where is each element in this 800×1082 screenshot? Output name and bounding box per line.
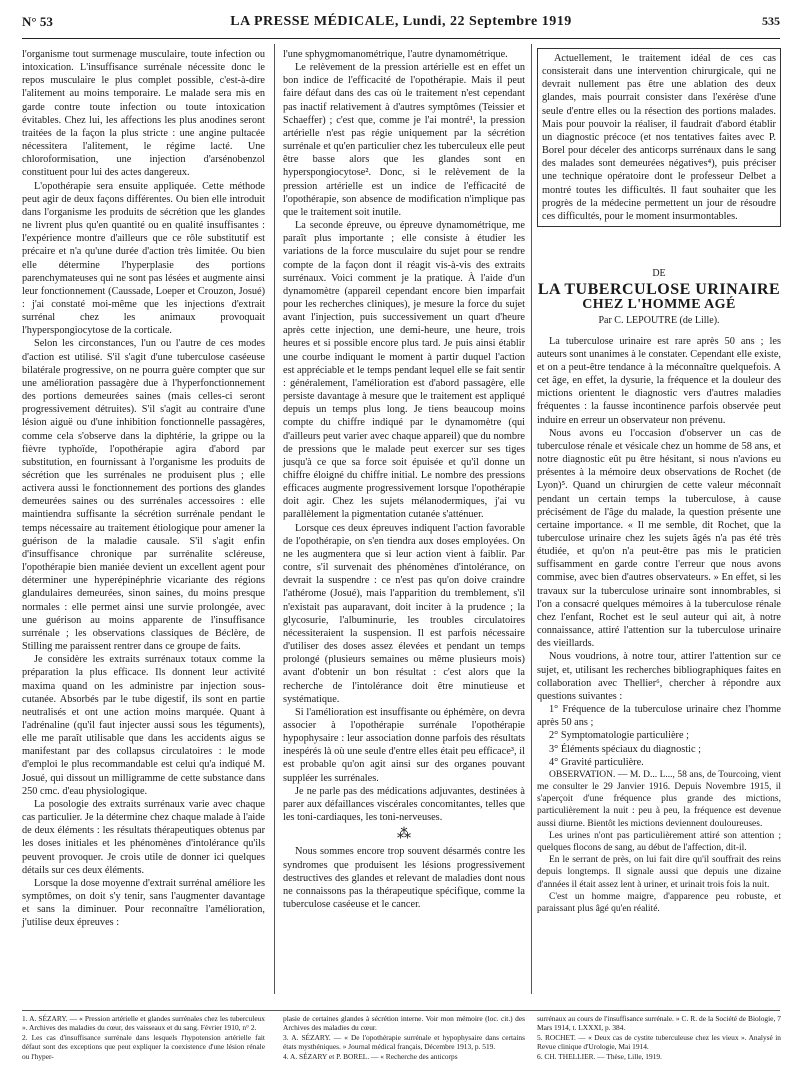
- paragraph: Je considère les extraits surrénaux totaux comme la préparation la plus efficace. Ils donnent leur activité maxima quand on les administre par injection sous-cutanée. Absorbés par le tube digestif, ils sont en partie neutralisés et ont une action moins marquée. Quant à l'adrénaline (qu'il faut injecter aussi sous les téguments), elle me paraît utilisable que dans les accidents aigus se manifestant par des collapsus circulatoires : le mode d'emploi le plus recommandable est celui qu'a indiqué M. Josué, qui dissout un milligramme de cette substance dans 250 cmc. d'eau physiologique.: [22, 654, 265, 797]
- footnote: 3. A. SÉZARY. — « De l'opothérapie surrénale et hypophysaire dans certains états mysthéniques. » Journal médical français, Décembre 1913, p. 519.: [283, 1032, 525, 1052]
- footnotes-column-2: [283, 1014, 525, 1061]
- paragraph: La posologie des extraits surrénaux varie avec chaque cas particulier. Je la détermine chez chaque malade à l'aide de deux éléments : les résultats thérapeutiques obtenus par les doses initiales et les phénomènes d'intolérance qu'ils peuvent provoquer. Je crois utile de donner ici quelques détails sur ces deux éléments.: [22, 798, 265, 876]
- paragraph: Nous avons eu l'occasion d'observer un cas de tuberculose rénale et vésicale chez un homme de 58 ans, et notre diagnostic eût pu être hésitant, si nous n'avions eu présentes à la mémoire deux observations de Rochet (de Lyon)⁵. Quand un chirurgien de cette valeur méconnaît pendant un certain temps la tuberculose, à cause précisément de l'âge du malade, la question présente une certaine importance. « Il me semble, dit Rochet, que la tuberculose urinaire chez les sujets âgés n'a pas été très étudiée, et qu'on n'a peut-être pas mis le praticien suffisamment en garde contre l'erreur que nous avons commise, avec bien d'autres observateurs. » En effet, si les travaux sur la tuberculose urinaire sont innombrables, si l'on a consacré quelques mémoires à la tuberculose rénale chez l'enfant, Rochet est le seul auteur qui ait, à notre connaissance, attiré l'attention sur la tuberculose urinaire des vieillards.: [537, 427, 781, 650]
- column-1: [22, 48, 265, 929]
- article-subtitle: CHEZ L'HOMME AGÉ: [582, 297, 736, 313]
- paragraph: l'organisme tout surmenage musculaire, toute infection ou intoxication. L'insuffisance surrénale nécessite donc le repos musculaire le plus complet possible, c'est-à-dire l'alitement au moins temporaire. Le malade sera mis en garde contre toute infection ou toute intoxication évitables. Chez lui, les affections les plus anodines seront traitées de la façon la plus stricte : une angine pultacée nécessitera l'alitement, le régime lacté. Une chloroformisation, une injection d'arsénobenzol constituent pour lui des actes dangereux.: [22, 49, 265, 179]
- paragraph: Lorsque la dose moyenne d'extrait surrénal améliore les symptômes, on doit s'y tenir, sans l'augmenter davantage et sans la diminuer. Pour reconnaître l'amélioration, j'utilise deux épreuves :: [22, 877, 265, 929]
- paragraph: La seconde épreuve, ou épreuve dynamométrique, me paraît plus importante ; elle consiste à étudier les variations de la force musculaire du sujet pour se rendre compte de la façon dont il réagit vis-à-vis des extraits surrénaux. Voici comment je la pratique. À l'aide d'un dynamomètre (appareil cependant encore bien imparfait pour les recherches cliniques), je mesure la force du sujet avant l'injection, puis successivement un quart d'heure après cette injection, une demi-heure, une heure, trois heures et si possible encore plus tard. Je puis ainsi établir une courbe indiquant le moment à partir duquel l'action est appréciable et le temps pendant lequel elle se fait sentir : généralement, l'amélioration est d'abord passagère, elle persiste davantage à mesure que le traitement est appliqué depuis un temps plus long. Je tiens beaucoup moins compte du chiffre indiqué par le dynamomètre (qui d'ailleurs peut varier avec chaque appareil) que du nombre de pressions que le malade peut exercer sur ses tiges jusqu'à ce que sa force soit épuisée et qu'il donne un chiffre éloigné du chiffre initial. Le nombre des pressions efficaces augmente progressivement lorsque l'opothérapie doit agir. Chez les sujets mélanodermiques, j'ai vu parallèlement la pigmentation cutanée s'atténuer.: [283, 220, 525, 521]
- paragraph: OBSERVATION. — M. D... L..., 58 ans, de Tourcoing, vient me consulter le 29 Janvier 1916. Depuis Novembre 1915, il s'aperçoit d'une fréquence plus grande des mictions, particulièrement la nuit : peu à peu, la fréquence est devenue aussi diurne. Bientôt les mictions deviennent douloureuses.: [537, 769, 781, 829]
- list-item: 1° Fréquence de la tuberculose urinaire chez l'homme après 50 ans ;: [537, 704, 781, 729]
- list-item: 2° Symptomatologie particulière ;: [549, 730, 689, 742]
- paragraph: L'opothérapie sera ensuite appliquée. Cette méthode peut agir de deux façons différentes. Ou bien elle introduit dans l'organisme les produits de sécrétion que les glandes ne livrent plus qu'en quantité ou en qualité insuffisantes : l'expérience montre d'ailleurs que ce rôle substitutif est précaire et n'a qu'une durée d'action très limitée. Ou bien elle détermine l'hyperplasie des portions parenchymateuses qui ne sont pas lésées et augmente ainsi leur fonctionnement (Caussade, Loeper et Crouzon, Josué) : j'ai constaté moi-même que les injections d'extrait surrénal chez les animaux provoquait l'hyperspongiocytose de la corticale.: [22, 180, 265, 337]
- article-prefix: DE: [652, 268, 666, 280]
- paragraph: Nous voudrions, à notre tour, attirer l'attention sur ce sujet, et, utilisant les recherches bibliographiques faites en collaboration avec Thellier⁶, chercher à répondre aux questions suivantes :: [537, 651, 781, 702]
- footnote: 4. A. SÉZARY et P. BOREL. — « Recherche des anticorps: [283, 1051, 458, 1061]
- paragraph: C'est un homme maigre, d'apparence peu robuste, et paraissant plus âgé qu'en réalité.: [537, 891, 781, 915]
- page-header: [22, 14, 780, 44]
- question-list: [537, 703, 781, 769]
- column-divider: [531, 44, 532, 994]
- article-byline: Par C. LEPOUTRE (de Lille).: [598, 314, 720, 326]
- page-number: 535: [762, 14, 780, 28]
- footnote: 2. Les cas d'insuffisance surrénale dans lesquels l'hypotension artérielle fait défaut sont des exceptions que peut expliquer la coexistence d'une lésion rénale ou l'hyper-: [22, 1032, 265, 1061]
- paragraph: l'une sphygmomanométrique, l'autre dynamométrique.: [283, 49, 508, 60]
- footnote: plasie de certaines glandes à sécrétion interne. Voir mon mémoire (loc. cit.) des Archives des maladies du cœur.: [283, 1014, 525, 1033]
- article-title: LA TUBERCULOSE URINAIRE: [537, 281, 781, 299]
- column-3: [537, 48, 781, 915]
- paragraph: En le serrant de près, on lui fait dire qu'il souffrait des reins depuis longtemps. Il signale aussi que depuis une dizaine d'années il était assez lent à uriner, et urinait trois fois la nuit.: [537, 855, 781, 890]
- paragraph: Si l'amélioration est insuffisante ou éphémère, on devra associer à l'opothérapie surrénale l'opothérapie hypophysaire : leur association donne parfois des résultats inespérés là où une seule d'entre elles était peu efficace³, il est probable qu'on agit ainsi sur des organes pouvant suppléer les surrénales.: [283, 706, 525, 784]
- footnote: 1. A. SÉZARY. — « Pression artérielle et glandes surrénales chez les tuberculeux ». Archives des maladies du cœur, des vaisseaux et du sang. Février 1910, n° 2.: [22, 1014, 265, 1033]
- list-item: 3° Éléments spéciaux du diagnostic ;: [549, 743, 701, 755]
- section-separator: ⁂: [397, 827, 411, 843]
- header-rule: [22, 38, 780, 39]
- footnote: 6. CH. THELLIER. — Thèse, Lille, 1919.: [537, 1051, 662, 1061]
- footnotes-column-1: [22, 1014, 265, 1061]
- paragraph: Selon les circonstances, l'un ou l'autre de ces modes d'action est utilisé. S'il s'agit d'une tuberculose caséeuse bilatérale progressive, on ne pourra guère compter que sur une amélioration passagère due à l'hyperfonctionnement des portions demeurées saines (mais celles-ci seront progressivement détruites). S'il s'agit au contraire d'une lésion aiguë ou d'une inhibition fonctionnelle passagères, comme cela s'observe dans la diphtérie, la grippe ou la fièvre typhoïde, l'opothérapie agira d'abord par substitution, en fournissant à l'organisme les produits de sécrétion que les surrénales ne produisent plus ; elle activera aussi le fonctionnement des portions des glandes demeurées saines ou des surrénales accessoires : elle maintiendra suffisante la sécrétion surrénale pendant le temps nécessaire au traitement étiologique pour amener la guérison de la maladie causale. S'il s'agit enfin d'insuffisance chronique par surrénalite scléreuse, l'opothérapie bien maniée devient un excellent agent pour déterminer une hyperépinéphrie vicariante des régions glandulaires demeurées, sinon saines, du moins presque normales : elle permet ainsi une survie prolongée, avec une guérison au moins apparente de l'insuffisance surrénale ; les observations classiques de Béclère, de Stilling me paraissent rentrer dans ce groupe de faits.: [22, 338, 265, 653]
- paragraph: La tuberculose urinaire est rare après 50 ans ; les auteurs sont unanimes à le constater. Cependant elle existe, et on a peut-être tendance à la méconnaître quelquefois. A cet âge, en effet, la dysurie, la fréquence et la douleur des mictions orientent le diagnostic vers d'autres maladies fréquentes : la fausse incontinence parfois observée peut induire en erreur un observateur non prévenu.: [537, 335, 781, 426]
- footnote: 5. ROCHET. — « Deux cas de cystite tuberculeuse chez les vieux ». Analysé in Revue clinique d'Urologie, Mai 1914.: [537, 1032, 781, 1052]
- column-divider: [274, 44, 275, 994]
- journal-title: LA PRESSE MÉDICALE, Lundi, 22 Septembre 1919: [230, 14, 572, 29]
- paragraph: Les urines n'ont pas particulièrement attiré son attention ; quelques flocons de sang, au début de l'affection, dit-il.: [537, 830, 781, 854]
- paragraph: Actuellement, le traitement idéal de ces cas consisterait dans une intervention chirurgicale, qui ne devrait nullement pas être une ablation des deux glandes, mais pourrait consister dans l'exérèse d'une seule d'entre elles ou la résection des portions malades. Mais pour pouvoir la réaliser, il faudrait d'abord établir un diagnostic précoce (et nos tentatives faites avec P. Borel pour déceler des anticorps surrénaux dans le sang des malades sont demeurées négatives⁴), puis préciser une technique opératoire dont le professeur Delbet a montré toutes les difficultés. Il faut souhaiter que les progrès de la médecine permettent un jour de résoudre ces difficultés, pour le moment insurmontables.: [542, 53, 776, 222]
- footnote-rule: [22, 1010, 780, 1011]
- issue-number: N° 53: [22, 14, 53, 29]
- paragraph: Nous sommes encore trop souvent désarmés contre les syndromes que produisent les lésions progressivement destructives des glandes et relevant de maladies dont nous ne connaissons pas la thérapeutique spécifique, comme la tuberculose caséeuse et le cancer.: [283, 846, 525, 910]
- footnote: surrénaux au cours de l'insuffisance surrénale. » C. R. de la Société de Biologie, 7 Mars 1914, t. LXXXI, p. 384.: [537, 1014, 781, 1033]
- footnotes-column-3: [537, 1014, 781, 1061]
- paragraph: Je ne parle pas des médications adjuvantes, destinées à parer aux défaillances viscérales concomitantes, telles que les toni-cardiaques, les toni-nerveuses.: [283, 785, 525, 824]
- observation-block: [537, 769, 781, 915]
- paragraph: Lorsque ces deux épreuves indiquent l'action favorable de l'opothérapie, on s'en tiendra aux doses employées. On ne les augmentera que si leur action vient à faiblir. Par contre, s'il survenait des phénomènes d'intolérance, on devrait la suspendre : ce n'est pas qu'on doive craindre l'athérome (Josué), mais l'apparition du tremblement, s'il n'existait pas auparavant, doit inciter à la prudence ; la glycosurie, l'albuminurie, les troubles circulatoires nécessiteraient la suspension. Il est parfois nécessaire d'utiliser des doses assez élevées et pendant un temps prolongé (plusieurs semaines ou même plusieurs mois) avant d'obtenir un bon résultat : c'est alors que la recherche de l'intolérance doit être minutieuse et systématique.: [283, 522, 525, 705]
- list-item: 4° Gravité particulière.: [549, 756, 644, 768]
- paragraph: Le relèvement de la pression artérielle est en effet un bon indice de l'efficacité de l'opothérapie. Mais il peut faire défaut dans des cas où le traitement n'est cependant pas inactif relativement à d'autres symptômes (Teissier et Schaeffer) ; c'est que, comme je l'ai montré¹, la pression artérielle n'est pas régie uniquement par la sécrétion surrénale et qu'en particulier chez les tuberculeux elle peut être basse alors que les glandes sont en hyperspongiocytose². Donc, si le relèvement de la pression artérielle est un indice de l'efficacité de l'opothérapie, son absence de modification n'implique pas que le traitement soit inutile.: [283, 62, 525, 218]
- continued-text-box: [537, 48, 781, 227]
- column-2: [283, 48, 525, 911]
